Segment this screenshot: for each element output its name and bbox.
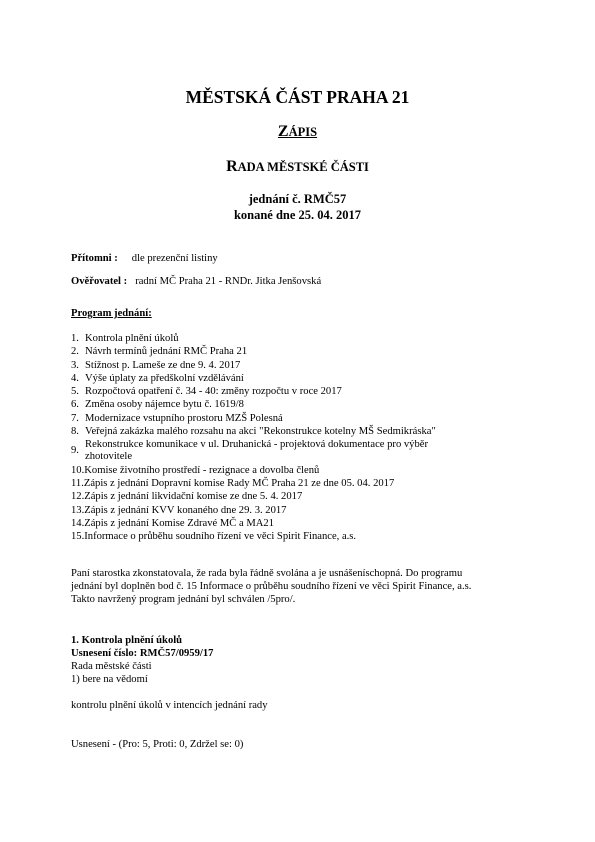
agenda-list — [71, 333, 531, 544]
agenda-item: 12.Zápis z jednání likvidační komise ze dne 5. 4. 2017 — [71, 491, 303, 503]
agenda-item: 13.Zápis z jednání KVV konaného dne 29. 3. 2017 — [71, 504, 287, 516]
meeting-date: konané dne 25. 04. 2017 — [233, 208, 362, 222]
agenda-item: 4. Výše úplaty za předškolní vzdělávání — [71, 372, 244, 384]
agenda-item: 10.Komise životního prostředí - rezignace a dovolba členů — [71, 464, 320, 476]
agenda-item: 1. Kontrola plnění úkolů — [71, 333, 179, 344]
agenda-item: 3. Stížnost p. Lameše ze dne 9. 4. 2017 — [71, 359, 241, 371]
attendance-verifier — [71, 275, 321, 288]
title-rest: ÁPIS — [288, 125, 318, 139]
agenda-item: 2. Návrh termínů jednání RMČ Praha 21 — [71, 346, 248, 358]
present-value: dle prezenční listiny — [131, 253, 218, 264]
agenda-item: 11.Zápis z jednání Dopravní komise Rady MČ Praha 21 ze dne 05. 04. 2017 — [71, 477, 395, 489]
verifier-value: radní MČ Praha 21 - RNDr. Jitka Jenšovská — [135, 276, 322, 287]
section-title: 1. Kontrola plnění úkolů — [71, 635, 183, 646]
program-heading: Program jednání: — [71, 308, 152, 319]
agenda-item: 5. Rozpočtová opatření č. 34 - 40: změny rozpočtu v roce 2017 — [71, 386, 342, 398]
intro-paragraph — [71, 567, 531, 606]
present-label: Přítomni : — [71, 253, 118, 264]
agenda-item: 8. Veřejná zakázka malého rozsahu na akci "Rekonstrukce kotelny MŠ Sedmikráska" — [71, 426, 436, 438]
verifier-label: Ověřovatel : — [71, 276, 128, 287]
document-title — [0, 122, 595, 142]
resolution-number: Usnesení číslo: RMČ57/0959/17 — [71, 648, 214, 660]
meeting-info — [0, 191, 595, 223]
council-initial: R — [226, 158, 238, 175]
agenda-item: 6. Změna osoby nájemce bytu č. 1619/8 — [71, 399, 244, 411]
meeting-number: jednání č. RMČ57 — [248, 192, 347, 206]
section-1 — [71, 634, 531, 752]
title-initial: Z — [277, 123, 289, 140]
resolution-detail: kontrolu plnění úkolů v intencích jednání rady — [71, 700, 268, 712]
council-rest: ADA MĚSTSKÉ ČÁSTI — [237, 160, 369, 174]
agenda-item: 14.Zápis z jednání Komise Zdravé MČ a MA21 — [71, 517, 275, 529]
agenda-item: 7. Modernizace vstupního prostoru MZŠ Polesná — [71, 412, 283, 424]
agenda-item: 9. Rekonstrukce komunikace v ul. Druhanická - projektová dokumentace pro výběr zhotovitele — [71, 439, 429, 463]
intro-line: jednání byl doplněn bod č. 15 Informace o průběhu soudního řízení ve věci Spirit Finance, a.s. — [71, 581, 472, 593]
district-title: MĚSTSKÁ ČÁST PRAHA 21 — [185, 87, 410, 107]
agenda-item: 15.Informace o průběhu soudního řízení ve věci Spirit Finance, a.s. — [71, 531, 357, 543]
resolution-body: Rada městské části — [71, 661, 152, 673]
council-heading — [0, 157, 595, 177]
resolution-point: 1) bere na vědomí — [71, 674, 148, 686]
vote-result: Usnesení - (Pro: 5, Proti: 0, Zdržel se: 0) — [71, 739, 244, 751]
intro-line: Takto navržený program jednání byl schválen /5pro/. — [71, 594, 296, 606]
attendance-present — [71, 252, 218, 265]
intro-line: Paní starostka zkonstatovala, že rada byla řádně svolána a je usnášeníschopná. Do programu — [71, 568, 463, 579]
